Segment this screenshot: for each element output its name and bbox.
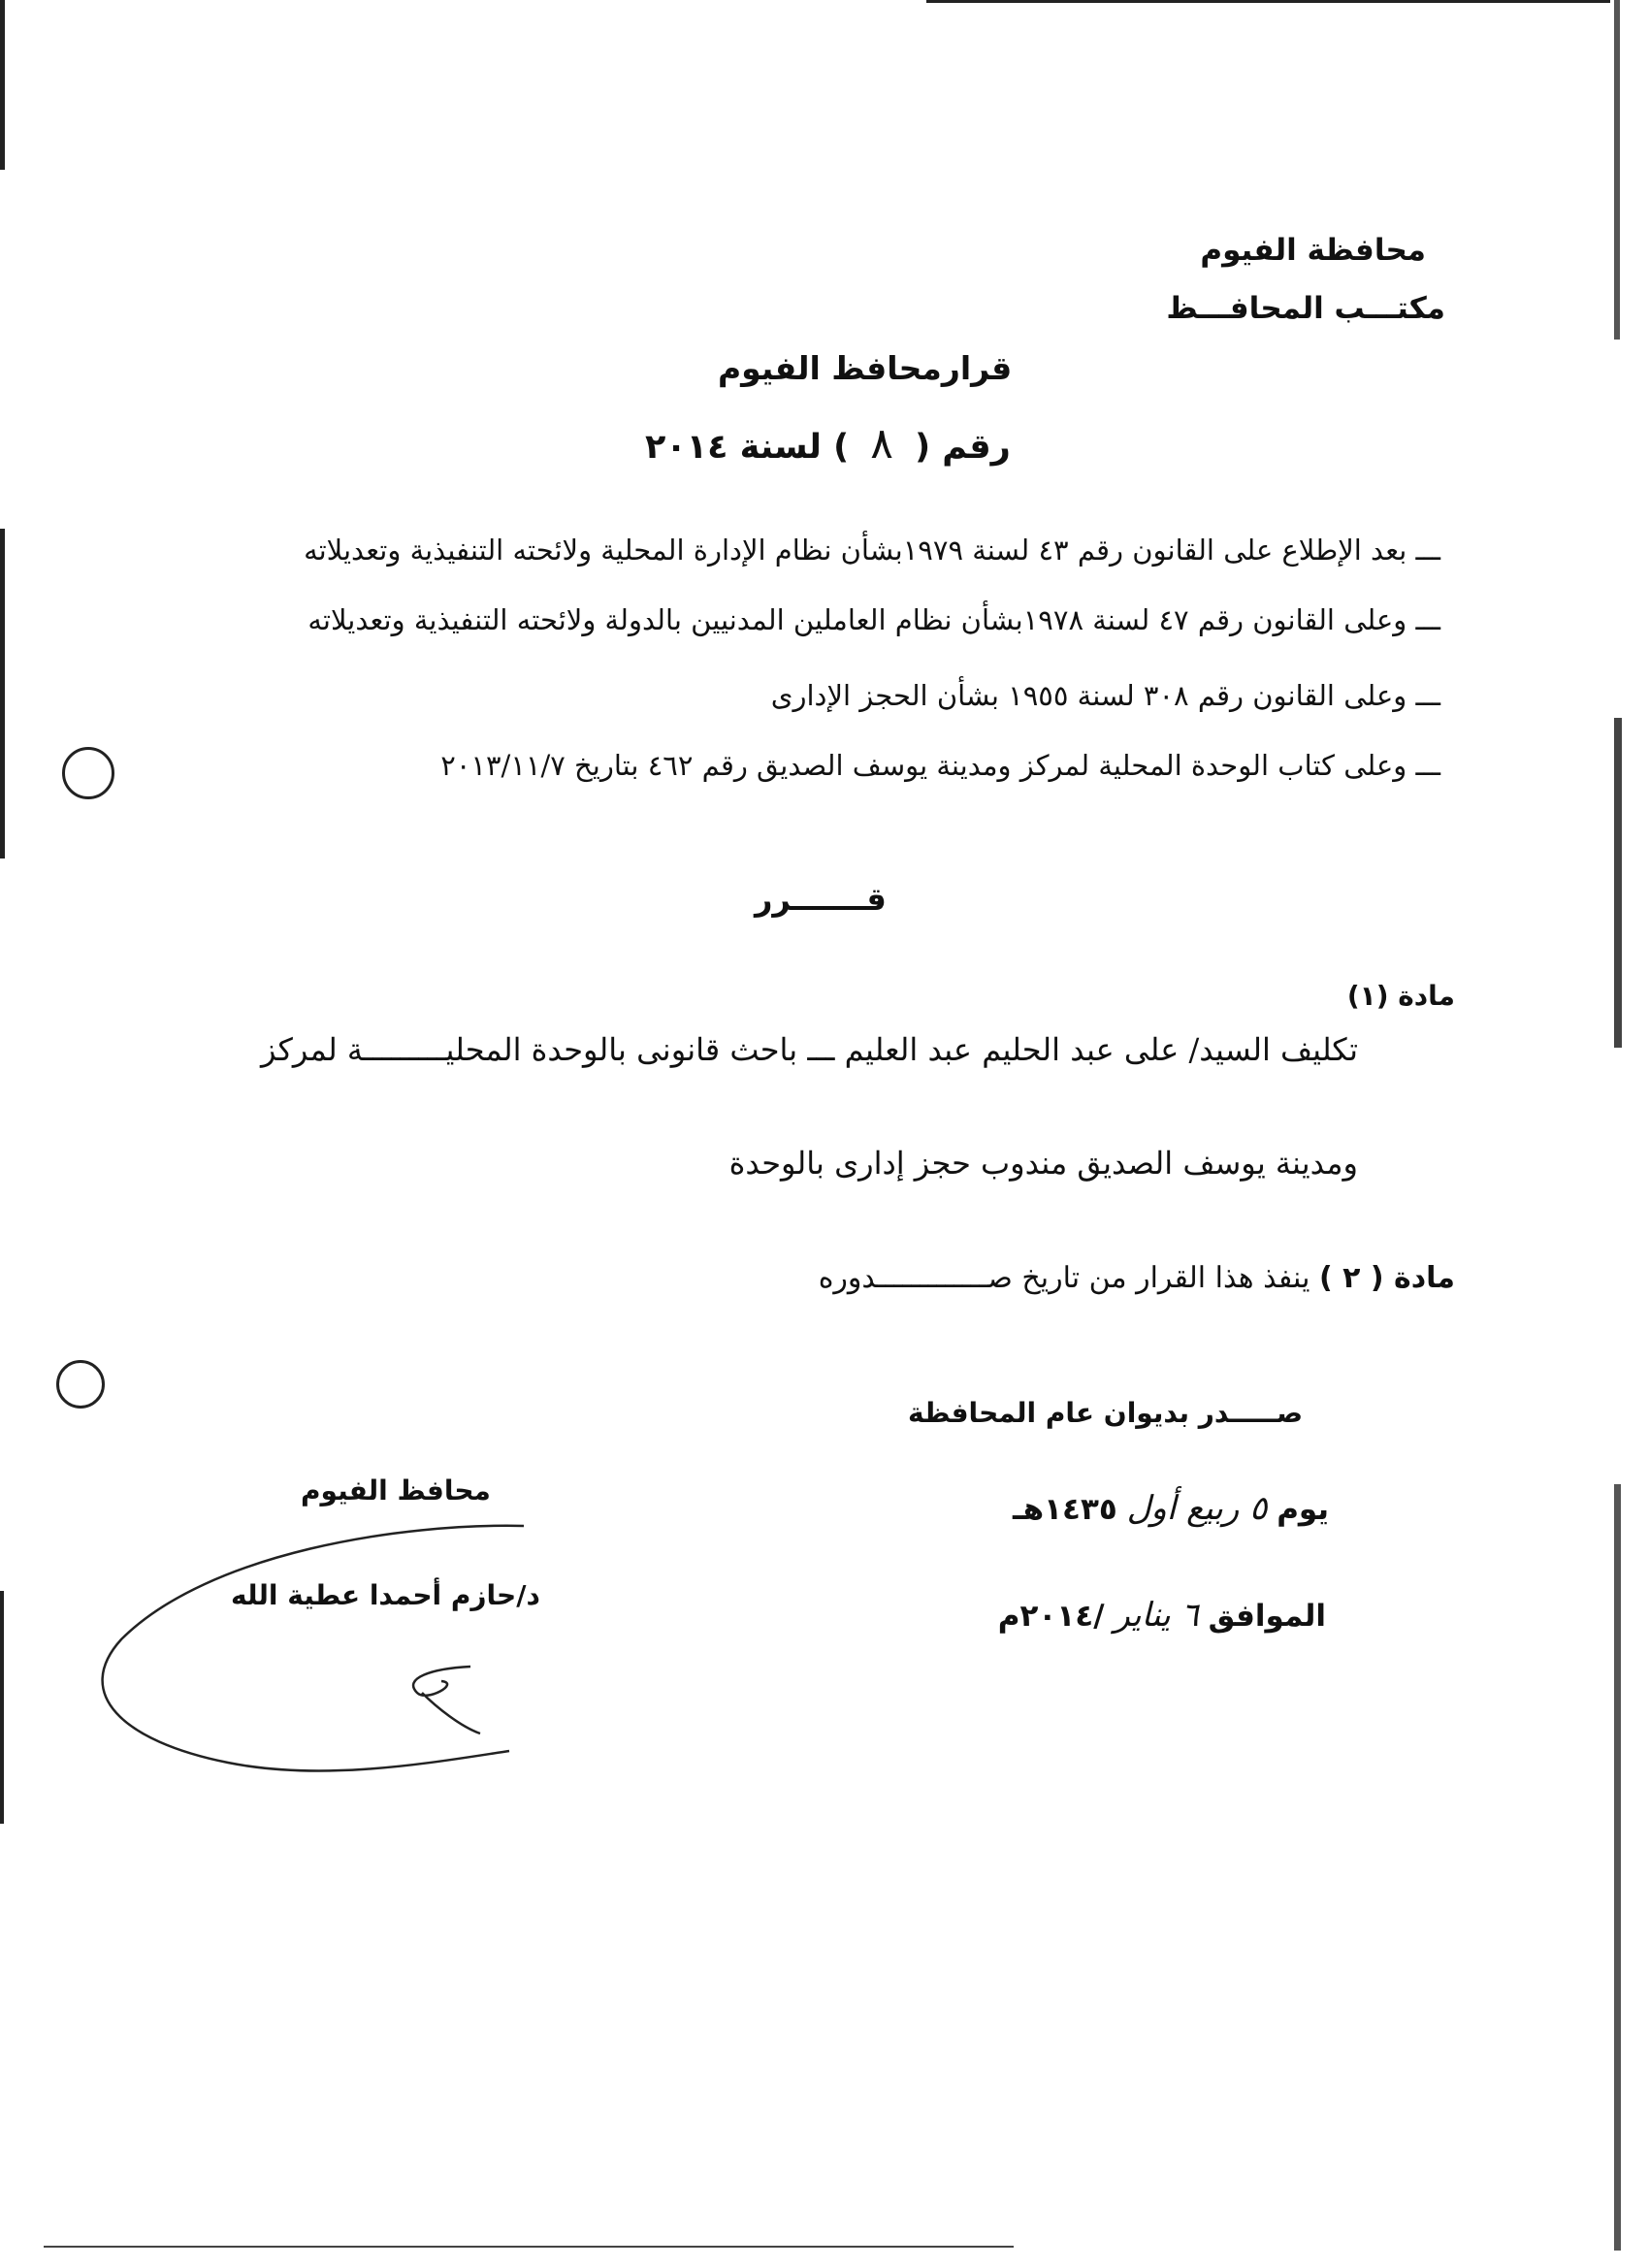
scan-edge-right-1 [1614, 0, 1620, 340]
hole-punch-mark [62, 747, 114, 799]
hijri-date [1013, 1489, 1329, 1528]
greg-year: /٢٠١٤م [997, 1599, 1105, 1634]
article-2-text: ينفذ هذا القرار من تاريخ صـــــــــــــدوره [818, 1261, 1310, 1295]
handwritten-signature [82, 1508, 538, 1780]
governorate-name: محافظة الفيوم [1200, 233, 1426, 268]
signatory-name: د/حازم أحمدا عطية الله [231, 1579, 540, 1611]
scan-edge-top [926, 0, 1610, 3]
hijri-label: يوم [1277, 1492, 1329, 1527]
issued-at: صـــــدر بديوان عام المحافظة [907, 1397, 1303, 1429]
scan-edge-right-3 [1614, 1484, 1621, 2251]
signature-loop [103, 1526, 524, 1771]
decision-number-line [645, 419, 1011, 469]
number-prefix: رقم ( [915, 428, 1011, 467]
article-1-label: مادة (١) [1346, 980, 1455, 1012]
signatory-title: محافظ الفيوم [301, 1474, 491, 1507]
article-2-label: مادة ( ٢ ) [1318, 1261, 1455, 1295]
article-2 [819, 1261, 1455, 1295]
decision-title: قرارمحافظ الفيوم [718, 349, 1013, 387]
office-name: مكتـــب المحافـــظ [1166, 291, 1445, 326]
preamble-item: ـــ بعد الإطلاع على القانون رقم ٤٣ لسنة ١٩٧٩بشأن نظام الإدارة المحلية ولائحته التنفيذية وتعديلاته [304, 534, 1440, 567]
scan-edge-left-3 [0, 1591, 4, 1824]
gregorian-date [998, 1596, 1326, 1635]
article-1-text-line-1: تكليف السيد/ على عبد الحليم عبد العليم ـــ باحث قانونى بالوحدة المحليـــــــــة لمركز [260, 1031, 1358, 1068]
scan-edge-right-2 [1614, 718, 1622, 1048]
greg-label: الموافق [1208, 1599, 1326, 1634]
number-suffix: ) لسنة ٢٠١٤ [645, 428, 850, 467]
preamble-item: ـــ وعلى كتاب الوحدة المحلية لمركز ومدينة يوسف الصديق رقم ٤٦٢ بتاريخ ٢٠١٣/١١/٧ [440, 749, 1440, 782]
preamble-item: ـــ وعلى القانون رقم ٣٠٨ لسنة ١٩٥٥ بشأن الحجز الإدارى [770, 679, 1440, 712]
article-1-text-line-2: ومدينة يوسف الصديق مندوب حجز إدارى بالوحدة [728, 1145, 1358, 1182]
decides-heading: قـــــــرر [755, 881, 887, 918]
signature-flourish [413, 1667, 480, 1733]
hole-punch-mark [56, 1360, 105, 1409]
scan-edge-left-2 [0, 529, 5, 859]
hijri-year: ١٤٣٥هـ [1013, 1492, 1117, 1527]
preamble-item: ـــ وعلى القانون رقم ٤٧ لسنة ١٩٧٨بشأن نظام العاملين المدنيين بالدولة ولائحته التنفيذية وتعديلاته [307, 603, 1440, 636]
hijri-handwritten: ٥ ربيع أول [1126, 1489, 1268, 1528]
scan-edge-bottom [44, 2246, 1014, 2248]
scan-edge-left-1 [0, 0, 5, 170]
number-handwritten: ٨ [870, 419, 893, 469]
greg-handwritten: ٦ يناير [1114, 1596, 1199, 1635]
